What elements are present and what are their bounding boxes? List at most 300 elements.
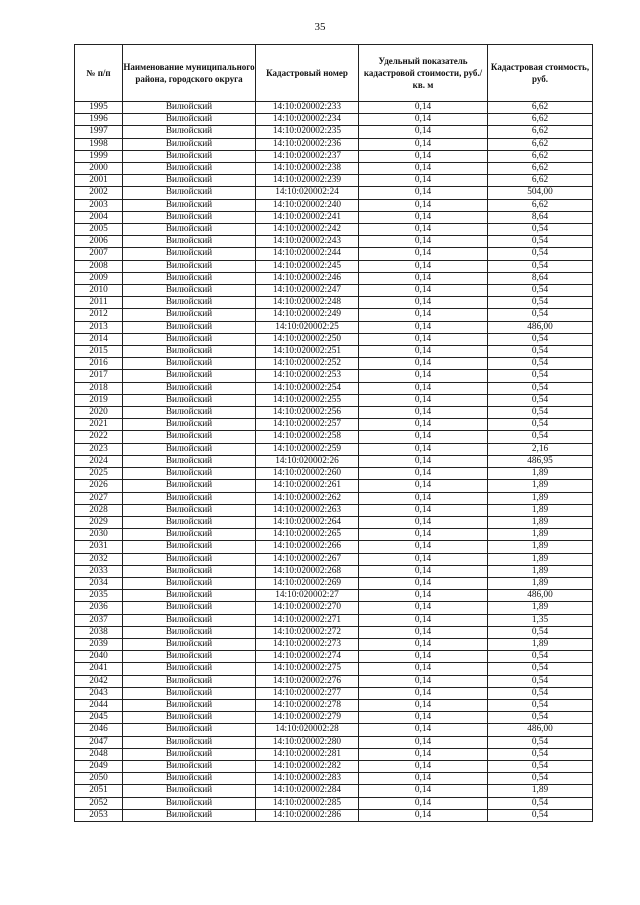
row-number-cell: 2032: [75, 553, 123, 565]
district-cell: Вилюйский: [123, 419, 256, 431]
header-row-number: № п/п: [75, 45, 123, 102]
cadastral-number-cell: 14:10:020002:25: [256, 321, 359, 333]
district-cell: Вилюйский: [123, 699, 256, 711]
row-number-cell: 2033: [75, 565, 123, 577]
cadastral-value-table: [74, 44, 593, 822]
specific-value-cell: 0,14: [359, 321, 488, 333]
table-row: [75, 224, 593, 236]
district-cell: Вилюйский: [123, 675, 256, 687]
table-row: [75, 492, 593, 504]
district-cell: Вилюйский: [123, 504, 256, 516]
row-number-cell: 2044: [75, 699, 123, 711]
specific-value-cell: 0,14: [359, 248, 488, 260]
cadastral-number-cell: 14:10:020002:28: [256, 724, 359, 736]
cadastral-value-cell: 0,54: [488, 260, 593, 272]
district-cell: Вилюйский: [123, 553, 256, 565]
row-number-cell: 1995: [75, 102, 123, 114]
table-row: [75, 638, 593, 650]
specific-value-cell: 0,14: [359, 455, 488, 467]
cadastral-number-cell: 14:10:020002:286: [256, 809, 359, 821]
table-row: [75, 736, 593, 748]
row-number-cell: 2018: [75, 382, 123, 394]
cadastral-value-cell: 0,54: [488, 394, 593, 406]
district-cell: Вилюйский: [123, 199, 256, 211]
cadastral-value-cell: 486,00: [488, 321, 593, 333]
cadastral-value-cell: 0,54: [488, 224, 593, 236]
row-number-cell: 2052: [75, 797, 123, 809]
specific-value-cell: 0,14: [359, 309, 488, 321]
cadastral-value-cell: 0,54: [488, 797, 593, 809]
cadastral-number-cell: 14:10:020002:266: [256, 541, 359, 553]
cadastral-number-cell: 14:10:020002:278: [256, 699, 359, 711]
row-number-cell: 2004: [75, 211, 123, 223]
cadastral-number-cell: 14:10:020002:269: [256, 577, 359, 589]
table-row: [75, 187, 593, 199]
specific-value-cell: 0,14: [359, 602, 488, 614]
specific-value-cell: 0,14: [359, 199, 488, 211]
specific-value-cell: 0,14: [359, 126, 488, 138]
table-row: [75, 419, 593, 431]
cadastral-number-cell: 14:10:020002:241: [256, 211, 359, 223]
cadastral-value-cell: 6,62: [488, 175, 593, 187]
table-row: [75, 333, 593, 345]
cadastral-value-cell: 0,54: [488, 675, 593, 687]
row-number-cell: 2007: [75, 248, 123, 260]
table-row: [75, 260, 593, 272]
cadastral-number-cell: 14:10:020002:268: [256, 565, 359, 577]
cadastral-value-cell: 0,54: [488, 736, 593, 748]
specific-value-cell: 0,14: [359, 590, 488, 602]
district-cell: Вилюйский: [123, 663, 256, 675]
district-cell: Вилюйский: [123, 565, 256, 577]
header-cadastral-number: Кадастровый номер: [256, 45, 359, 102]
header-specific-value: Удельный показатель кадастровой стоимости, руб./кв. м: [359, 45, 488, 102]
specific-value-cell: 0,14: [359, 504, 488, 516]
cadastral-value-cell: 1,35: [488, 614, 593, 626]
table-body: [75, 102, 593, 822]
row-number-cell: 2041: [75, 663, 123, 675]
district-cell: Вилюйский: [123, 760, 256, 772]
cadastral-value-cell: 0,54: [488, 651, 593, 663]
cadastral-number-cell: 14:10:020002:271: [256, 614, 359, 626]
cadastral-number-cell: 14:10:020002:261: [256, 480, 359, 492]
table-row: [75, 346, 593, 358]
row-number-cell: 2015: [75, 346, 123, 358]
district-cell: Вилюйский: [123, 114, 256, 126]
table-row: [75, 321, 593, 333]
cadastral-number-cell: 14:10:020002:270: [256, 602, 359, 614]
table-row: [75, 138, 593, 150]
header-district: Наименование муниципального района, городского округа: [123, 45, 256, 102]
row-number-cell: 2042: [75, 675, 123, 687]
district-cell: Вилюйский: [123, 785, 256, 797]
specific-value-cell: 0,14: [359, 382, 488, 394]
cadastral-value-cell: 6,62: [488, 102, 593, 114]
cadastral-number-cell: 14:10:020002:245: [256, 260, 359, 272]
cadastral-value-cell: 1,89: [488, 565, 593, 577]
cadastral-number-cell: 14:10:020002:246: [256, 272, 359, 284]
header-row: [75, 45, 593, 102]
specific-value-cell: 0,14: [359, 699, 488, 711]
specific-value-cell: 0,14: [359, 797, 488, 809]
district-cell: Вилюйский: [123, 577, 256, 589]
table-row: [75, 760, 593, 772]
table-row: [75, 150, 593, 162]
cadastral-number-cell: 14:10:020002:255: [256, 394, 359, 406]
cadastral-value-cell: 1,89: [488, 541, 593, 553]
row-number-cell: 2049: [75, 760, 123, 772]
district-cell: Вилюйский: [123, 248, 256, 260]
specific-value-cell: 0,14: [359, 138, 488, 150]
row-number-cell: 1996: [75, 114, 123, 126]
row-number-cell: 2024: [75, 455, 123, 467]
cadastral-value-cell: 0,54: [488, 699, 593, 711]
row-number-cell: 1998: [75, 138, 123, 150]
table-row: [75, 504, 593, 516]
table-row: [75, 114, 593, 126]
table-row: [75, 236, 593, 248]
specific-value-cell: 0,14: [359, 443, 488, 455]
page-number: 35: [314, 21, 326, 33]
row-number-cell: 2053: [75, 809, 123, 821]
cadastral-number-cell: 14:10:020002:236: [256, 138, 359, 150]
table-row: [75, 163, 593, 175]
cadastral-number-cell: 14:10:020002:260: [256, 468, 359, 480]
table-row: [75, 626, 593, 638]
specific-value-cell: 0,14: [359, 809, 488, 821]
cadastral-number-cell: 14:10:020002:27: [256, 590, 359, 602]
table-row: [75, 309, 593, 321]
specific-value-cell: 0,14: [359, 163, 488, 175]
table-row: [75, 748, 593, 760]
row-number-cell: 2001: [75, 175, 123, 187]
specific-value-cell: 0,14: [359, 150, 488, 162]
specific-value-cell: 0,14: [359, 663, 488, 675]
table-row: [75, 541, 593, 553]
cadastral-value-cell: 0,54: [488, 419, 593, 431]
table-row: [75, 797, 593, 809]
cadastral-number-cell: 14:10:020002:234: [256, 114, 359, 126]
specific-value-cell: 0,14: [359, 333, 488, 345]
cadastral-value-cell: 0,54: [488, 297, 593, 309]
district-cell: Вилюйский: [123, 455, 256, 467]
specific-value-cell: 0,14: [359, 358, 488, 370]
cadastral-number-cell: 14:10:020002:282: [256, 760, 359, 772]
district-cell: Вилюйский: [123, 382, 256, 394]
specific-value-cell: 0,14: [359, 285, 488, 297]
row-number-cell: 2002: [75, 187, 123, 199]
table-row: [75, 407, 593, 419]
cadastral-value-cell: 0,54: [488, 773, 593, 785]
specific-value-cell: 0,14: [359, 346, 488, 358]
cadastral-value-cell: 0,54: [488, 712, 593, 724]
row-number-cell: 2013: [75, 321, 123, 333]
cadastral-number-cell: 14:10:020002:244: [256, 248, 359, 260]
cadastral-number-cell: 14:10:020002:240: [256, 199, 359, 211]
cadastral-value-cell: 0,54: [488, 760, 593, 772]
specific-value-cell: 0,14: [359, 114, 488, 126]
cadastral-value-cell: 0,54: [488, 407, 593, 419]
specific-value-cell: 0,14: [359, 516, 488, 528]
district-cell: Вилюйский: [123, 358, 256, 370]
table-row: [75, 443, 593, 455]
cadastral-number-cell: 14:10:020002:272: [256, 626, 359, 638]
row-number-cell: 2047: [75, 736, 123, 748]
row-number-cell: 2029: [75, 516, 123, 528]
specific-value-cell: 0,14: [359, 224, 488, 236]
row-number-cell: 2028: [75, 504, 123, 516]
cadastral-value-cell: 1,89: [488, 504, 593, 516]
district-cell: Вилюйский: [123, 468, 256, 480]
district-cell: Вилюйский: [123, 651, 256, 663]
row-number-cell: 2046: [75, 724, 123, 736]
row-number-cell: 2027: [75, 492, 123, 504]
row-number-cell: 2010: [75, 285, 123, 297]
cadastral-number-cell: 14:10:020002:280: [256, 736, 359, 748]
table-row: [75, 614, 593, 626]
cadastral-value-cell: 1,89: [488, 480, 593, 492]
cadastral-value-cell: 0,54: [488, 687, 593, 699]
cadastral-value-cell: 504,00: [488, 187, 593, 199]
table-row: [75, 394, 593, 406]
specific-value-cell: 0,14: [359, 297, 488, 309]
district-cell: Вилюйский: [123, 285, 256, 297]
specific-value-cell: 0,14: [359, 492, 488, 504]
cadastral-number-cell: 14:10:020002:235: [256, 126, 359, 138]
table-row: [75, 724, 593, 736]
cadastral-number-cell: 14:10:020002:257: [256, 419, 359, 431]
cadastral-number-cell: 14:10:020002:281: [256, 748, 359, 760]
cadastral-number-cell: 14:10:020002:24: [256, 187, 359, 199]
district-cell: Вилюйский: [123, 370, 256, 382]
table-row: [75, 590, 593, 602]
row-number-cell: 2030: [75, 529, 123, 541]
cadastral-number-cell: 14:10:020002:233: [256, 102, 359, 114]
specific-value-cell: 0,14: [359, 529, 488, 541]
cadastral-value-cell: 0,54: [488, 285, 593, 297]
district-cell: Вилюйский: [123, 224, 256, 236]
row-number-cell: 2014: [75, 333, 123, 345]
specific-value-cell: 0,14: [359, 102, 488, 114]
table-row: [75, 663, 593, 675]
cadastral-value-cell: 0,54: [488, 236, 593, 248]
district-cell: Вилюйский: [123, 492, 256, 504]
district-cell: Вилюйский: [123, 773, 256, 785]
cadastral-number-cell: 14:10:020002:252: [256, 358, 359, 370]
specific-value-cell: 0,14: [359, 614, 488, 626]
table-row: [75, 431, 593, 443]
district-cell: Вилюйский: [123, 590, 256, 602]
cadastral-number-cell: 14:10:020002:279: [256, 712, 359, 724]
specific-value-cell: 0,14: [359, 626, 488, 638]
district-cell: Вилюйский: [123, 394, 256, 406]
specific-value-cell: 0,14: [359, 651, 488, 663]
row-number-cell: 2017: [75, 370, 123, 382]
row-number-cell: 2011: [75, 297, 123, 309]
cadastral-number-cell: 14:10:020002:26: [256, 455, 359, 467]
district-cell: Вилюйский: [123, 175, 256, 187]
district-cell: Вилюйский: [123, 126, 256, 138]
cadastral-value-cell: 2,16: [488, 443, 593, 455]
cadastral-number-cell: 14:10:020002:247: [256, 285, 359, 297]
row-number-cell: 2021: [75, 419, 123, 431]
cadastral-number-cell: 14:10:020002:259: [256, 443, 359, 455]
table-row: [75, 565, 593, 577]
cadastral-value-cell: 0,54: [488, 346, 593, 358]
cadastral-value-cell: 1,89: [488, 553, 593, 565]
specific-value-cell: 0,14: [359, 760, 488, 772]
table-row: [75, 382, 593, 394]
district-cell: Вилюйский: [123, 211, 256, 223]
cadastral-value-cell: 0,54: [488, 382, 593, 394]
row-number-cell: 2016: [75, 358, 123, 370]
table-row: [75, 675, 593, 687]
specific-value-cell: 0,14: [359, 638, 488, 650]
cadastral-value-cell: 1,89: [488, 577, 593, 589]
cadastral-value-cell: 6,62: [488, 163, 593, 175]
district-cell: Вилюйский: [123, 260, 256, 272]
row-number-cell: 2020: [75, 407, 123, 419]
cadastral-value-cell: 486,00: [488, 590, 593, 602]
specific-value-cell: 0,14: [359, 431, 488, 443]
district-cell: Вилюйский: [123, 529, 256, 541]
table-row: [75, 687, 593, 699]
specific-value-cell: 0,14: [359, 468, 488, 480]
cadastral-number-cell: 14:10:020002:285: [256, 797, 359, 809]
row-number-cell: 2040: [75, 651, 123, 663]
cadastral-value-cell: 1,89: [488, 602, 593, 614]
specific-value-cell: 0,14: [359, 724, 488, 736]
specific-value-cell: 0,14: [359, 748, 488, 760]
table-row: [75, 785, 593, 797]
cadastral-number-cell: 14:10:020002:274: [256, 651, 359, 663]
cadastral-value-cell: 0,54: [488, 626, 593, 638]
row-number-cell: 2045: [75, 712, 123, 724]
cadastral-value-cell: 1,89: [488, 529, 593, 541]
specific-value-cell: 0,14: [359, 272, 488, 284]
table-row: [75, 480, 593, 492]
district-cell: Вилюйский: [123, 407, 256, 419]
cadastral-value-cell: 1,89: [488, 468, 593, 480]
table-row: [75, 126, 593, 138]
table-row: [75, 809, 593, 821]
cadastral-value-cell: 486,95: [488, 455, 593, 467]
cadastral-number-cell: 14:10:020002:256: [256, 407, 359, 419]
cadastral-value-cell: 0,54: [488, 309, 593, 321]
specific-value-cell: 0,14: [359, 407, 488, 419]
district-cell: Вилюйский: [123, 187, 256, 199]
row-number-cell: 2050: [75, 773, 123, 785]
specific-value-cell: 0,14: [359, 260, 488, 272]
district-cell: Вилюйский: [123, 297, 256, 309]
table-row: [75, 699, 593, 711]
district-cell: Вилюйский: [123, 102, 256, 114]
district-cell: Вилюйский: [123, 614, 256, 626]
specific-value-cell: 0,14: [359, 175, 488, 187]
cadastral-number-cell: 14:10:020002:276: [256, 675, 359, 687]
cadastral-number-cell: 14:10:020002:254: [256, 382, 359, 394]
district-cell: Вилюйский: [123, 541, 256, 553]
district-cell: Вилюйский: [123, 626, 256, 638]
district-cell: Вилюйский: [123, 602, 256, 614]
district-cell: Вилюйский: [123, 346, 256, 358]
table-row: [75, 577, 593, 589]
specific-value-cell: 0,14: [359, 553, 488, 565]
specific-value-cell: 0,14: [359, 419, 488, 431]
cadastral-number-cell: 14:10:020002:238: [256, 163, 359, 175]
table-row: [75, 102, 593, 114]
table-row: [75, 651, 593, 663]
cadastral-number-cell: 14:10:020002:263: [256, 504, 359, 516]
row-number-cell: 1997: [75, 126, 123, 138]
row-number-cell: 2048: [75, 748, 123, 760]
district-cell: Вилюйский: [123, 712, 256, 724]
table-row: [75, 272, 593, 284]
cadastral-number-cell: 14:10:020002:258: [256, 431, 359, 443]
specific-value-cell: 0,14: [359, 736, 488, 748]
cadastral-value-cell: 486,00: [488, 724, 593, 736]
cadastral-number-cell: 14:10:020002:250: [256, 333, 359, 345]
table-row: [75, 285, 593, 297]
table-row: [75, 248, 593, 260]
table-row: [75, 358, 593, 370]
specific-value-cell: 0,14: [359, 480, 488, 492]
row-number-cell: 2019: [75, 394, 123, 406]
row-number-cell: 2038: [75, 626, 123, 638]
table-row: [75, 175, 593, 187]
district-cell: Вилюйский: [123, 736, 256, 748]
cadastral-value-cell: 0,54: [488, 663, 593, 675]
district-cell: Вилюйский: [123, 150, 256, 162]
specific-value-cell: 0,14: [359, 187, 488, 199]
cadastral-value-cell: 6,62: [488, 114, 593, 126]
cadastral-number-cell: 14:10:020002:264: [256, 516, 359, 528]
district-cell: Вилюйский: [123, 809, 256, 821]
table-row: [75, 553, 593, 565]
row-number-cell: 2009: [75, 272, 123, 284]
row-number-cell: 2039: [75, 638, 123, 650]
row-number-cell: 2008: [75, 260, 123, 272]
cadastral-value-cell: 0,54: [488, 370, 593, 382]
cadastral-number-cell: 14:10:020002:275: [256, 663, 359, 675]
district-cell: Вилюйский: [123, 272, 256, 284]
row-number-cell: 2003: [75, 199, 123, 211]
cadastral-number-cell: 14:10:020002:277: [256, 687, 359, 699]
cadastral-value-cell: 1,89: [488, 785, 593, 797]
district-cell: Вилюйский: [123, 443, 256, 455]
cadastral-number-cell: 14:10:020002:284: [256, 785, 359, 797]
cadastral-value-cell: 6,62: [488, 138, 593, 150]
cadastral-value-cell: 1,89: [488, 516, 593, 528]
cadastral-number-cell: 14:10:020002:248: [256, 297, 359, 309]
row-number-cell: 2043: [75, 687, 123, 699]
cadastral-value-cell: 0,54: [488, 358, 593, 370]
table-row: [75, 516, 593, 528]
row-number-cell: 2023: [75, 443, 123, 455]
row-number-cell: 2036: [75, 602, 123, 614]
district-cell: Вилюйский: [123, 321, 256, 333]
row-number-cell: 2025: [75, 468, 123, 480]
table-row: [75, 199, 593, 211]
specific-value-cell: 0,14: [359, 675, 488, 687]
cadastral-number-cell: 14:10:020002:243: [256, 236, 359, 248]
table-row: [75, 211, 593, 223]
cadastral-number-cell: 14:10:020002:242: [256, 224, 359, 236]
row-number-cell: 2012: [75, 309, 123, 321]
specific-value-cell: 0,14: [359, 712, 488, 724]
table-row: [75, 468, 593, 480]
district-cell: Вилюйский: [123, 480, 256, 492]
